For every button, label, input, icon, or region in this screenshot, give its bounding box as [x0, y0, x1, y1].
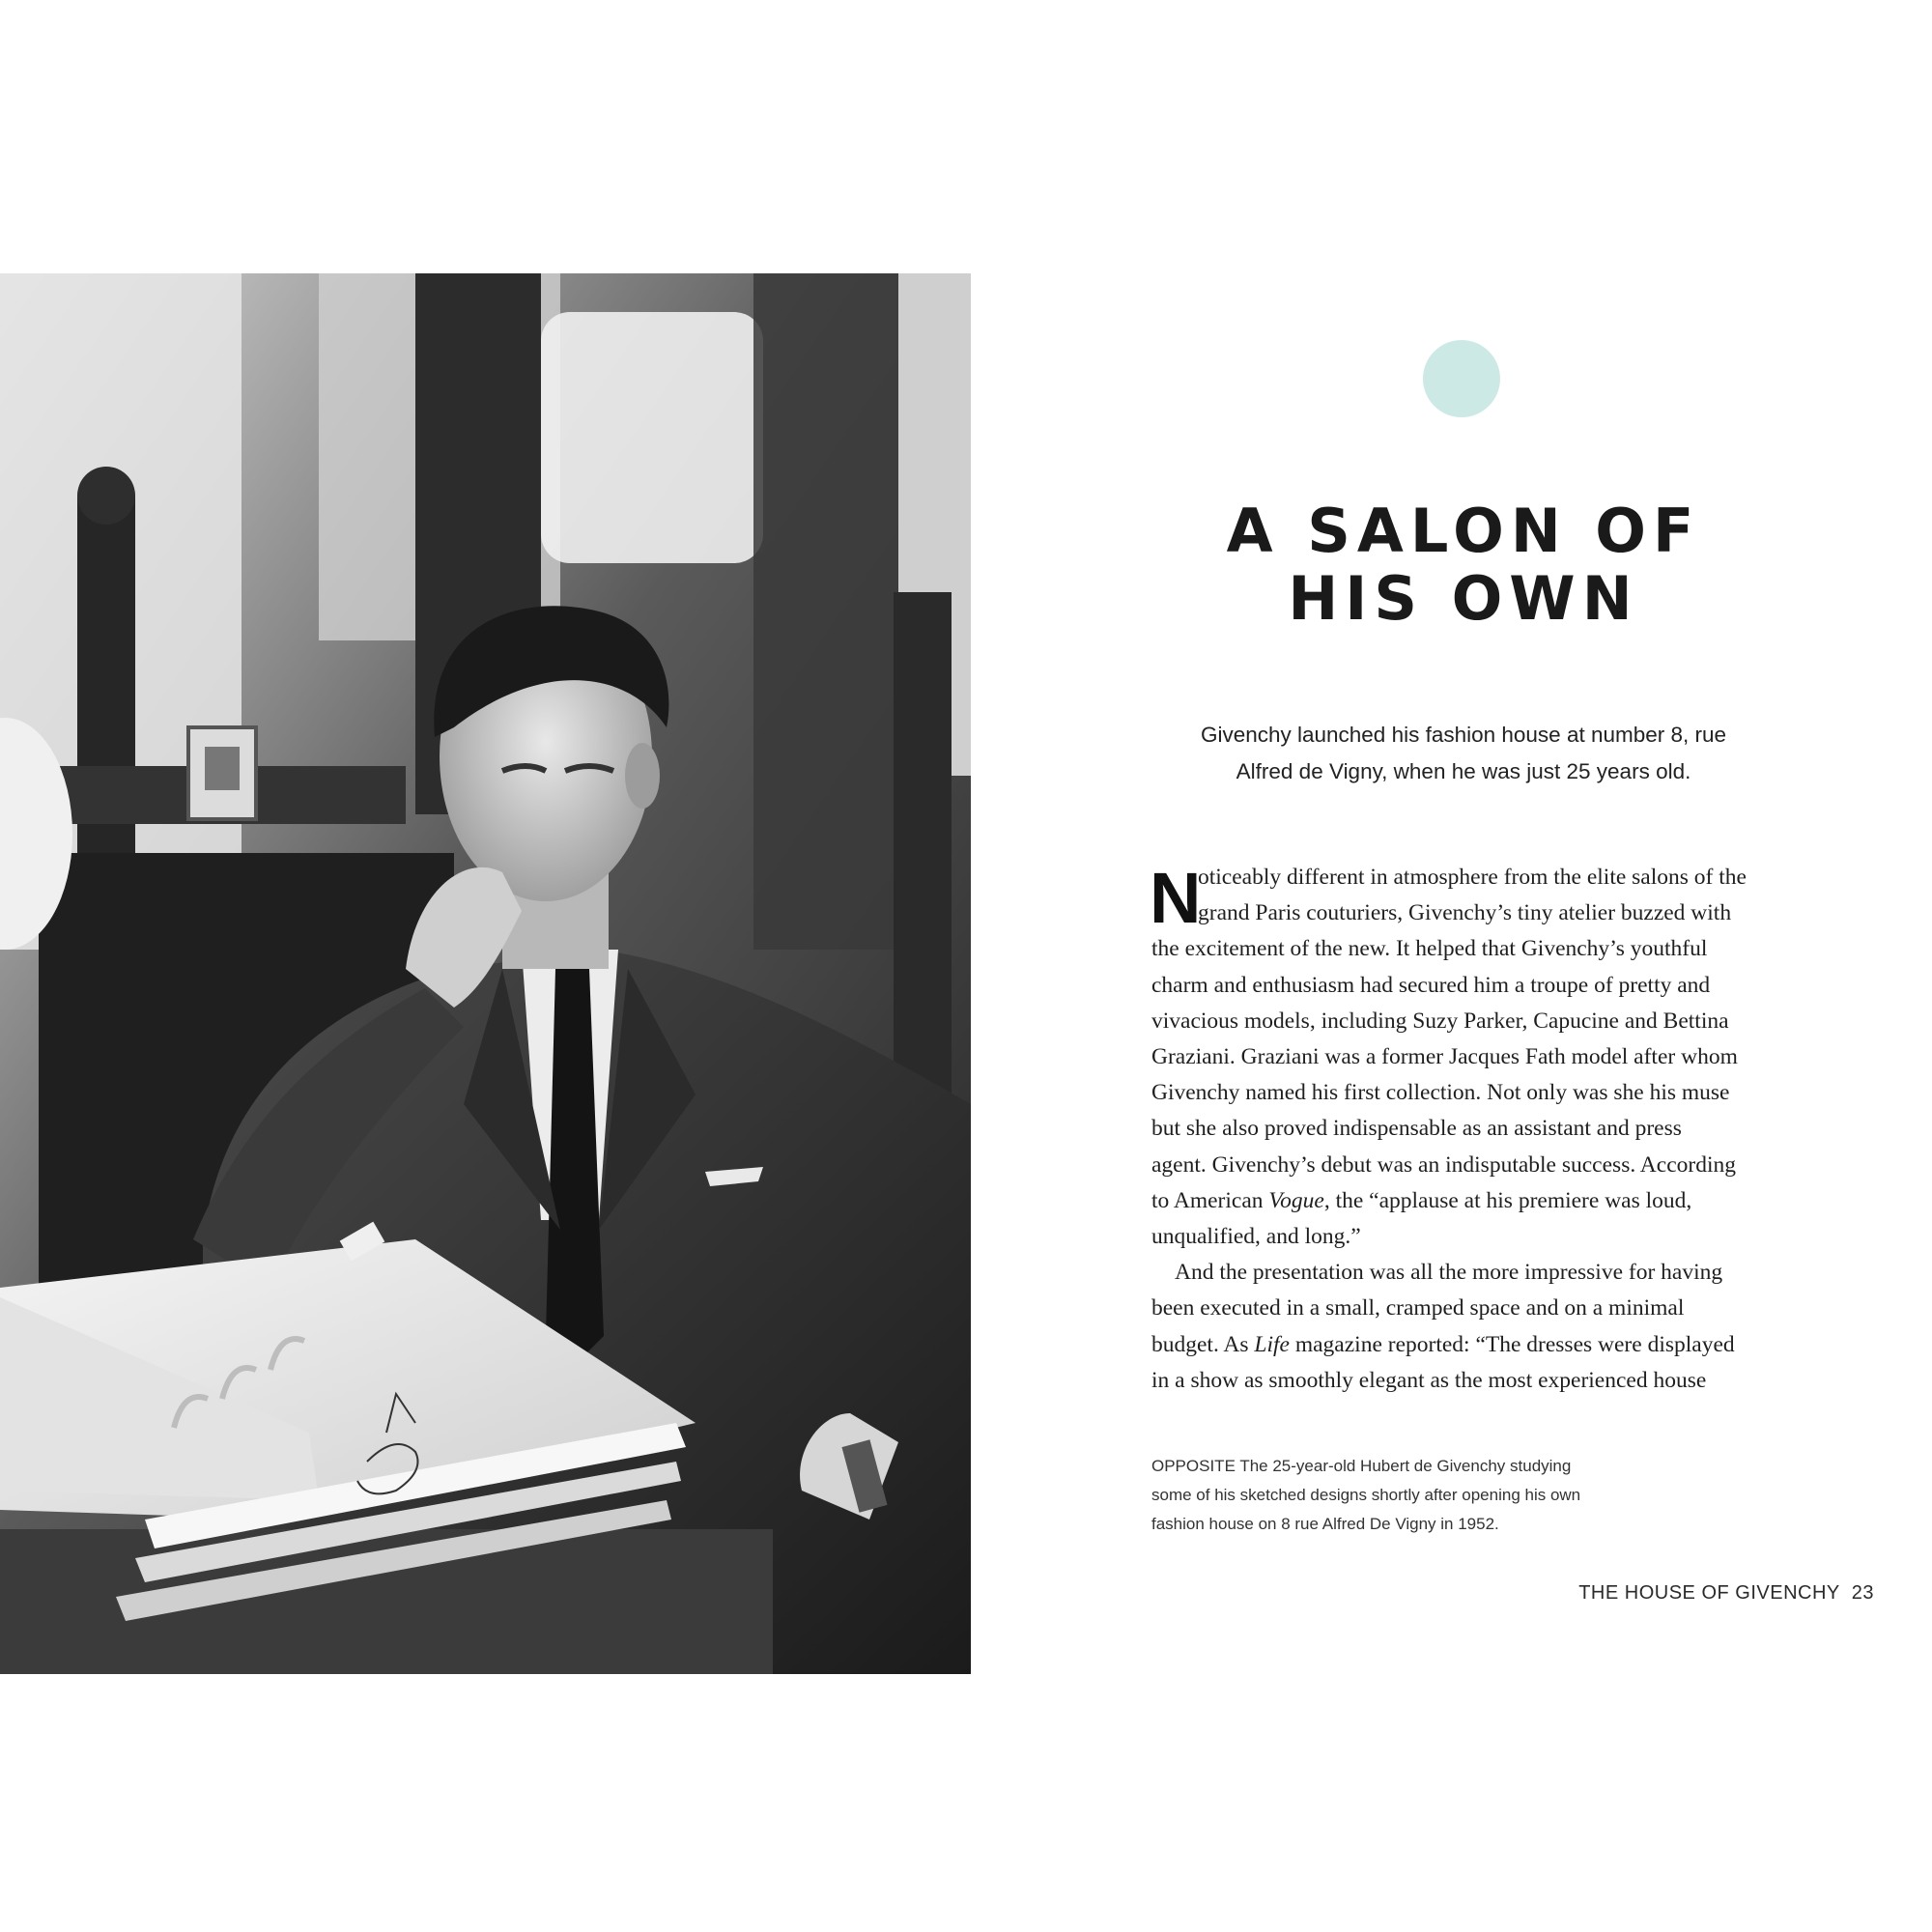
body-line: Graziani. Graziani was a former Jacques Fath model after whom: [1151, 1044, 1738, 1070]
body-line-life: [1151, 1327, 1808, 1363]
photo-illustration: [0, 273, 971, 1674]
chapter-title: [1116, 497, 1811, 633]
standfirst: [1135, 717, 1792, 790]
photo-caption: [1151, 1452, 1692, 1539]
body-line: agent. Givenchy’s debut was an indisputable success. According: [1151, 1151, 1736, 1178]
vogue-before: to American: [1151, 1187, 1269, 1213]
page-footer: [1578, 1580, 1874, 1605]
body-line: unqualified, and long.”: [1151, 1224, 1361, 1250]
life-before: budget. As: [1151, 1331, 1255, 1357]
caption-line-1: OPPOSITE The 25-year-old Hubert de Givenchy studying: [1151, 1457, 1572, 1475]
drop-cap: N: [1150, 858, 1202, 938]
page-number: 23: [1851, 1582, 1874, 1604]
vogue-after: , the “applause at his premiere was loud,: [1323, 1187, 1692, 1213]
body-line: but she also proved indispensable as an assistant and press: [1151, 1116, 1682, 1142]
standfirst-line-2: Alfred de Vigny, when he was just 25 years old.: [1236, 759, 1691, 783]
caption-line-3: fashion house on 8 rue Alfred De Vigny in 1952.: [1151, 1515, 1499, 1533]
standfirst-line-1: Givenchy launched his fashion house at number 8, rue: [1200, 723, 1727, 747]
body-line-vogue: [1151, 1183, 1808, 1219]
body-line: vivacious models, including Suzy Parker, Capucine and Bettina: [1151, 1008, 1729, 1034]
title-line-2: HIS OWN: [1288, 563, 1639, 634]
vogue-italic: Vogue: [1268, 1187, 1324, 1213]
life-after: magazine reported: “The dresses were displayed: [1289, 1331, 1735, 1357]
life-italic: Life: [1254, 1331, 1290, 1357]
accent-dot: [1423, 340, 1500, 417]
body-line: And the presentation was all the more impressive for having: [1175, 1260, 1723, 1286]
body-text: [1151, 860, 1808, 1399]
caption-line-2: some of his sketched designs shortly after opening his own: [1151, 1486, 1581, 1504]
running-head: THE HOUSE OF GIVENCHY: [1578, 1582, 1840, 1604]
body-line: grand Paris couturiers, Givenchy’s tiny atelier buzzed with: [1198, 900, 1732, 926]
photograph-givenchy-at-desk: [0, 273, 971, 1674]
title-line-1: A SALON OF: [1226, 496, 1701, 566]
body-line: the excitement of the new. It helped that Givenchy’s youthful: [1151, 936, 1708, 962]
body-line: oticeably different in atmosphere from the elite salons of the: [1198, 865, 1747, 890]
body-line: charm and enthusiasm had secured him a troupe of pretty and: [1151, 972, 1711, 998]
body-line: been executed in a small, cramped space and on a minimal: [1151, 1295, 1685, 1321]
body-line: Givenchy named his first collection. Not only was she his muse: [1151, 1080, 1730, 1106]
body-line: in a show as smoothly elegant as the most experienced house: [1151, 1367, 1707, 1393]
